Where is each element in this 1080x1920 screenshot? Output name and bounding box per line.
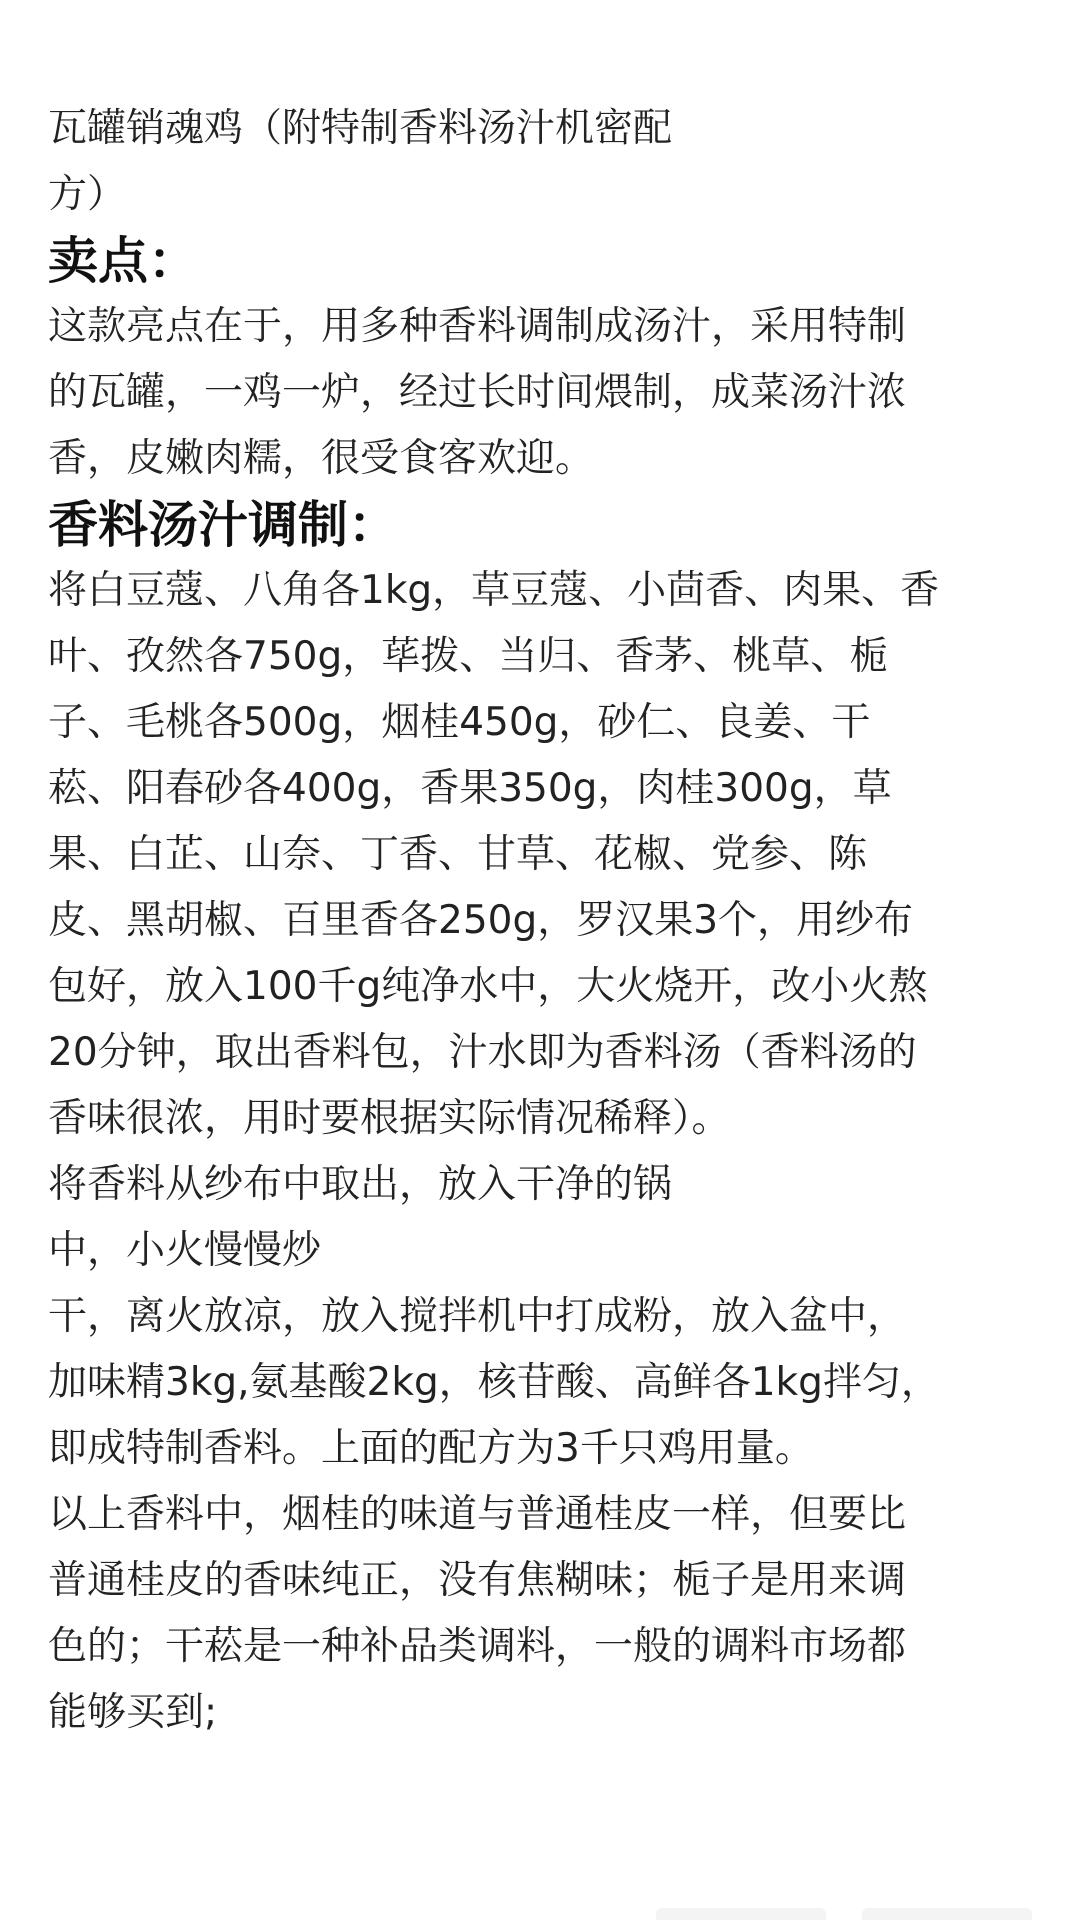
text-line: 包好，放入100千g纯净水中，大火烧开，改小火熬 — [48, 964, 928, 1009]
text-line: 加味精3kg,氨基酸2kg，核苷酸、高鲜各1kg拌匀， — [48, 1360, 940, 1405]
text-line: 色的；干菘是一种补品类调料，一般的调料市场都 — [48, 1624, 907, 1669]
text-line: 果、白芷、山奈、丁香、甘草、花椒、党参、陈 — [48, 832, 868, 877]
text-line: 将香料从纱布中取出，放入干净的锅 — [48, 1162, 673, 1207]
text-line: 将白豆蔻、八角各1kg，草豆蔻、小茴香、肉果、香 — [48, 568, 940, 613]
text-line: 20分钟，取出香料包，汁水即为香料汤（香料汤的 — [48, 1030, 917, 1075]
text-line: 以上香料中，烟桂的味道与普通桂皮一样，但要比 — [48, 1492, 907, 1537]
text-line: 子、毛桃各500g，烟桂450g，砂仁、良姜、干 — [48, 700, 871, 745]
bottom-action-right[interactable] — [862, 1908, 1032, 1920]
text-line: 即成特制香料。上面的配方为3千只鸡用量。 — [48, 1426, 814, 1471]
bottom-bar-edge — [0, 1908, 1080, 1920]
article-title — [48, 96, 1038, 228]
text-line: 能够买到; — [48, 1690, 218, 1735]
text-line: 普通桂皮的香味纯正，没有焦糊味；栀子是用来调 — [48, 1558, 907, 1603]
text-line: 的瓦罐，一鸡一炉，经过长时间煨制，成菜汤汁浓 — [48, 370, 907, 415]
selling-point-heading: 卖点： — [48, 232, 198, 290]
text-line: 皮、黑胡椒、百里香各250g，罗汉果3个，用纱布 — [48, 898, 914, 943]
selling-point-paragraph — [48, 294, 1038, 492]
article — [48, 96, 1038, 1746]
text-line: 干，离火放凉，放入搅拌机中打成粉，放入盆中， — [48, 1294, 907, 1339]
title-line: 瓦罐销魂鸡（附特制香料汤汁机密配 — [48, 106, 673, 151]
text-line: 叶、孜然各750g，荜拨、当归、香茅、桃草、栀 — [48, 634, 889, 679]
title-line: 方） — [48, 172, 127, 217]
text-line: 中，小火慢慢炒 — [48, 1228, 322, 1273]
text-line: 香，皮嫩肉糯，很受食客欢迎。 — [48, 436, 595, 481]
text-line: 菘、阳春砂各400g，香果350g，肉桂300g，草 — [48, 766, 892, 811]
spice-soup-heading: 香料汤汁调制： — [48, 496, 398, 554]
bottom-action-left[interactable] — [656, 1908, 826, 1920]
text-line: 这款亮点在于，用多种香料调制成汤汁，采用特制 — [48, 304, 907, 349]
spice-powder-paragraph — [48, 1152, 1038, 1482]
text-line: 香味很浓，用时要根据实际情况稀释）。 — [48, 1096, 731, 1141]
spice-notes-paragraph — [48, 1482, 1038, 1746]
spice-recipe-paragraph — [48, 558, 1038, 1152]
